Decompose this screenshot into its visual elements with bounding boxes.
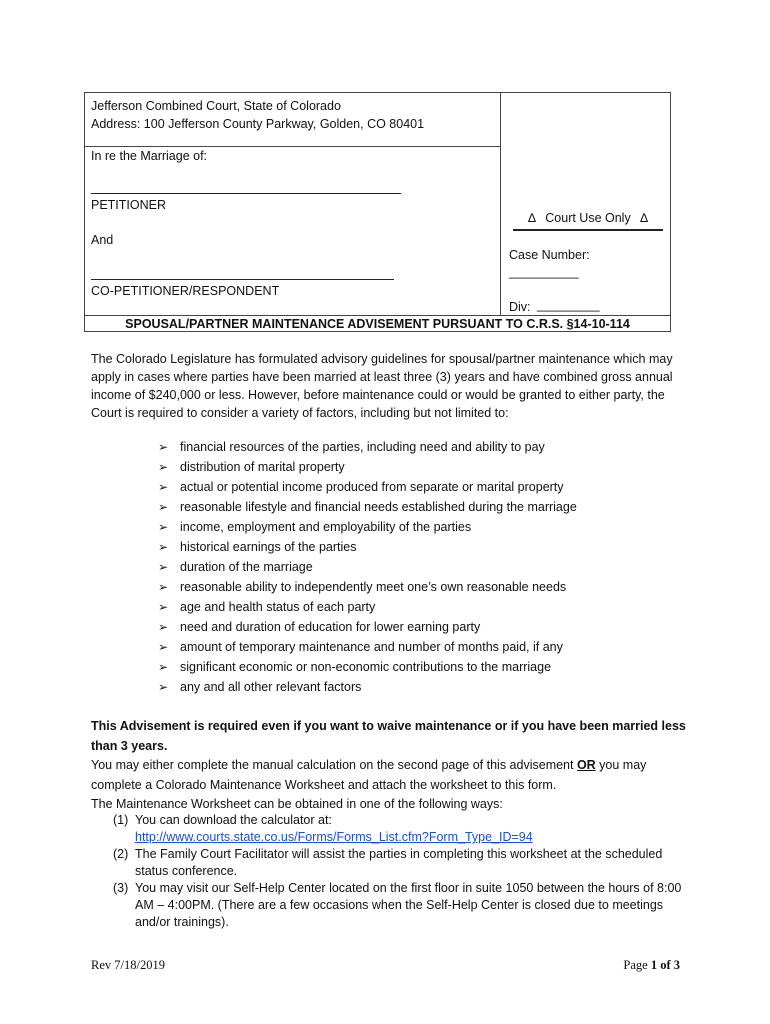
list-item: ➢ distribution of marital property [158, 457, 577, 477]
arrow-bullet-icon: ➢ [158, 540, 169, 554]
court-use-column [501, 93, 671, 315]
arrow-bullet-icon: ➢ [158, 600, 169, 614]
list-item: ➢ reasonable lifestyle and financial needs established during the marriage [158, 497, 577, 517]
document-title: SPOUSAL/PARTNER MAINTENANCE ADVISEMENT PURSUANT TO C.R.S. §14-10-114 [85, 315, 670, 332]
list-item: (1) You can download the calculator at: http://www.courts.state.co.us/Forms/Forms_List.cfm?Form_Type_ID=94 [91, 812, 691, 846]
list-item: ➢ duration of the marriage [158, 557, 577, 577]
list-item: ➢ need and duration of education for lower earning party [158, 617, 577, 637]
co-petitioner-label: CO-PETITIONER/RESPONDENT [91, 284, 280, 298]
options-paragraph: You may either complete the manual calculation on the second page of this advisement OR you may complete a Colorado Maintenance Worksheet and attach the worksheet to this form. [91, 758, 647, 792]
list-item: ➢ historical earnings of the parties [158, 537, 577, 557]
court-info [85, 93, 501, 147]
calculator-download-link[interactable]: http://www.courts.state.co.us/Forms/Forms_List.cfm?Form_Type_ID=94 [135, 830, 533, 844]
arrow-bullet-icon: ➢ [158, 580, 169, 594]
list-item: ➢ significant economic or non-economic contributions to the marriage [158, 657, 577, 677]
list-item: (3) You may visit our Self-Help Center located on the first floor in suite 1050 between the hours of 8:00 AM – 4:00PM. (There are a few occasions when the Self-Help Center is closed due to meetings and/or trainings). [113, 881, 682, 929]
intro-paragraph: The Colorado Legislature has formulated advisory guidelines for spousal/partner maintenance which may apply in cases where parties have been married at least three (3) years and have combined gross annual income of $240,000 or less. However, before maintenance could or would be granted to either party, the Court is required to consider a variety of factors, including but not limited to: [91, 352, 673, 420]
delta-icon: ∆ [640, 211, 648, 225]
arrow-bullet-icon: ➢ [158, 620, 169, 634]
list-item: ➢ reasonable ability to independently meet one’s own reasonable needs [158, 577, 577, 597]
division-label: Div: [509, 300, 531, 314]
in-re-label: In re the Marriage of: [91, 149, 208, 163]
arrow-bullet-icon: ➢ [158, 440, 169, 454]
arrow-bullet-icon: ➢ [158, 560, 169, 574]
advisement-required-note: This Advisement is required even if you want to waive maintenance or if you have been married less than 3 years. [91, 719, 686, 753]
co-petitioner-name-line [91, 279, 394, 280]
caption-left-column [85, 93, 501, 315]
list-item: (2) The Family Court Facilitator will assist the parties in completing this worksheet at the scheduled status conference. [113, 847, 663, 878]
list-item: ➢ income, employment and employability of the parties [158, 517, 577, 537]
worksheet-intro: The Maintenance Worksheet can be obtained in one of the following ways: [91, 797, 503, 811]
petitioner-label: PETITIONER [91, 198, 167, 212]
list-item: ➢ amount of temporary maintenance and number of months paid, if any [158, 637, 577, 657]
court-name: Jefferson Combined Court, State of Colorado [91, 99, 341, 113]
factors-list [158, 437, 577, 697]
arrow-bullet-icon: ➢ [158, 680, 169, 694]
ways-list [91, 812, 691, 931]
delta-icon: ∆ [528, 211, 536, 225]
list-item: ➢ actual or potential income produced from separate or marital property [158, 477, 577, 497]
case-caption-box [84, 92, 671, 332]
case-number-field[interactable]: __________ [509, 265, 579, 279]
arrow-bullet-icon: ➢ [158, 640, 169, 654]
arrow-bullet-icon: ➢ [158, 520, 169, 534]
parties-section [85, 147, 501, 315]
court-address: Address: 100 Jefferson County Parkway, Golden, CO 80401 [91, 117, 425, 131]
arrow-bullet-icon: ➢ [158, 500, 169, 514]
list-item: ➢ financial resources of the parties, including need and ability to pay [158, 437, 577, 457]
or-emphasis: OR [576, 758, 596, 772]
list-item: ➢ any and all other relevant factors [158, 677, 577, 697]
court-use-only-label: Court Use Only [545, 211, 631, 225]
case-number-label: Case Number: [509, 248, 590, 262]
revision-date: Rev 7/18/2019 [91, 958, 165, 972]
page-number: Page 1 of 3 [623, 958, 680, 972]
division-field[interactable]: _________ [537, 298, 600, 312]
petitioner-name-line [91, 193, 401, 194]
arrow-bullet-icon: ➢ [158, 460, 169, 474]
and-label: And [91, 233, 114, 247]
court-use-only-header [513, 211, 663, 231]
arrow-bullet-icon: ➢ [158, 660, 169, 674]
arrow-bullet-icon: ➢ [158, 480, 169, 494]
list-item: ➢ age and health status of each party [158, 597, 577, 617]
